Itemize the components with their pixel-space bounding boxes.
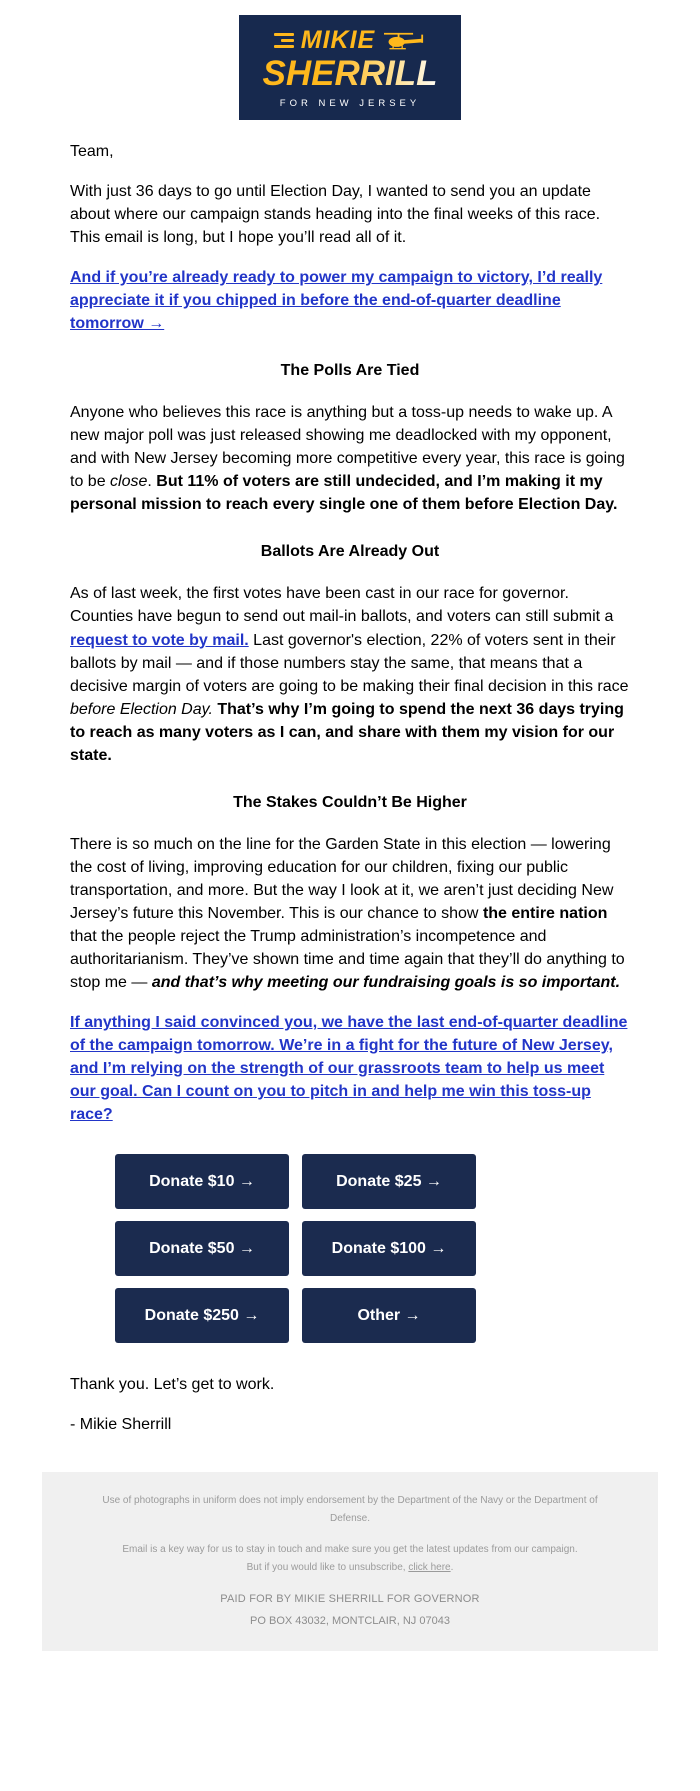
- speed-lines-icon: [274, 33, 294, 48]
- stakes-paragraph: [70, 833, 630, 994]
- stakes-bold-text: the entire nation: [482, 904, 608, 922]
- donate-250-button[interactable]: Donate $250 →: [115, 1288, 289, 1343]
- bottom-cta-paragraph: [70, 1011, 630, 1126]
- top-cta-paragraph: [70, 266, 630, 335]
- helicopter-icon: [382, 31, 426, 51]
- donate-50-button[interactable]: Donate $50 →: [115, 1221, 289, 1276]
- ballots-paragraph: [70, 582, 630, 766]
- donate-button-grid: [115, 1154, 630, 1343]
- polls-text: Anyone who believes this race is anything but a toss-up needs to wake up. A new major poll was just released showing me deadlocked with my opponent, and with New Jersey becoming more competitive every year, this race is going to be: [70, 404, 625, 491]
- unsubscribe-suffix: .: [450, 1561, 454, 1573]
- signature: - Mikie Sherrill: [70, 1416, 172, 1434]
- heading-ballots: Ballots Are Already Out: [260, 543, 440, 561]
- donate-100-button[interactable]: Donate $100 →: [302, 1221, 476, 1276]
- campaign-logo: [239, 15, 461, 120]
- unsubscribe-prefix: But if you would like to unsubscribe,: [246, 1561, 409, 1573]
- stakes-text-2: that the people reject the Trump administration’s incompetence and authoritarianism. They’ve shown time and time again that they’ll do anything to stop me —: [70, 927, 625, 991]
- ballots-bold-text: That’s why I’m going to spend the next 36 days trying to reach as many voters as I can, and share with them my vision for our state.: [70, 700, 624, 764]
- address-text: PO BOX 43032, MONTCLAIR, NJ 07043: [250, 1614, 450, 1627]
- heading-stakes: The Stakes Couldn’t Be Higher: [233, 793, 467, 811]
- email-note: Email is a key way for us to stay in touch and make sure you get the latest updates from our campaign.: [122, 1544, 578, 1556]
- polls-text-2: .: [147, 473, 157, 491]
- email-content: [0, 120, 700, 1436]
- ballots-text: As of last week, the first votes have been cast in our race for governor. Counties have begun to send out mail-in ballots, and voters can still submit a: [70, 585, 614, 626]
- unsubscribe-block: [84, 1541, 616, 1576]
- donate-25-button[interactable]: Donate $25 →: [302, 1154, 476, 1209]
- unsubscribe-link[interactable]: click here: [408, 1561, 451, 1573]
- logo-first-name: MIKIE: [300, 26, 376, 54]
- heading-polls: The Polls Are Tied: [280, 362, 420, 380]
- logo-tagline: FOR NEW JERSEY: [279, 98, 421, 109]
- polls-paragraph: [70, 401, 630, 516]
- vote-by-mail-link[interactable]: request to vote by mail.: [70, 631, 249, 649]
- donate-10-button[interactable]: Donate $10 →: [115, 1154, 289, 1209]
- stakes-bold-italic-text: and that’s why meeting our fundraising goals is so important.: [151, 973, 621, 991]
- paid-for-text: PAID FOR BY MIKIE SHERRILL FOR GOVERNOR: [220, 1593, 480, 1606]
- closing-text: Thank you. Let’s get to work.: [70, 1376, 275, 1394]
- photo-disclaimer: Use of photographs in uniform does not imply endorsement by the Department of the Navy or the Department of Defense.: [102, 1495, 598, 1524]
- logo-top-row: [251, 28, 449, 53]
- ballots-text-2: Last governor's election, 22% of voters sent in their ballots by mail — and if those numbers stay the same, that means that a decisive margin of voters are going to be making their final decision in this race: [70, 631, 629, 695]
- ballots-italic-text: before Election Day.: [70, 700, 218, 718]
- salutation: Team,: [70, 143, 114, 160]
- stakes-text: There is so much on the line for the Garden State in this election — lowering the cost of living, improving education for our children, fixing our public transportation, and more. But the way I look at it, we aren’t just deciding New Jersey’s future this November. This is our chance to show: [70, 835, 614, 922]
- polls-italic-text: close: [110, 473, 148, 491]
- email-footer: [42, 1472, 658, 1651]
- donate-link-top[interactable]: And if you’re already ready to power my campaign to victory, I’d really appreciate it if you chipped in before the end-of-quarter deadline tomorrow →: [70, 269, 603, 333]
- donate-other-button[interactable]: Other →: [302, 1288, 476, 1343]
- logo-last-name: SHERRILL: [251, 56, 449, 91]
- polls-bold-text: But 11% of voters are still undecided, and I’m making it my personal mission to reach every single one of them before Election Day.: [70, 473, 618, 514]
- intro-paragraph: With just 36 days to go until Election Day, I wanted to send you an update about where our campaign stands heading into the final weeks of this race. This email is long, but I hope you’ll read all of it.: [70, 183, 601, 247]
- donate-link-bottom[interactable]: If anything I said convinced you, we have the last end-of-quarter deadline of the campaign tomorrow. We’re in a fight for the future of New Jersey, and I’m relying on the strength of our grassroots team to help us meet our goal. Can I count on you to pitch in and help me win this toss-up race?: [70, 1013, 628, 1124]
